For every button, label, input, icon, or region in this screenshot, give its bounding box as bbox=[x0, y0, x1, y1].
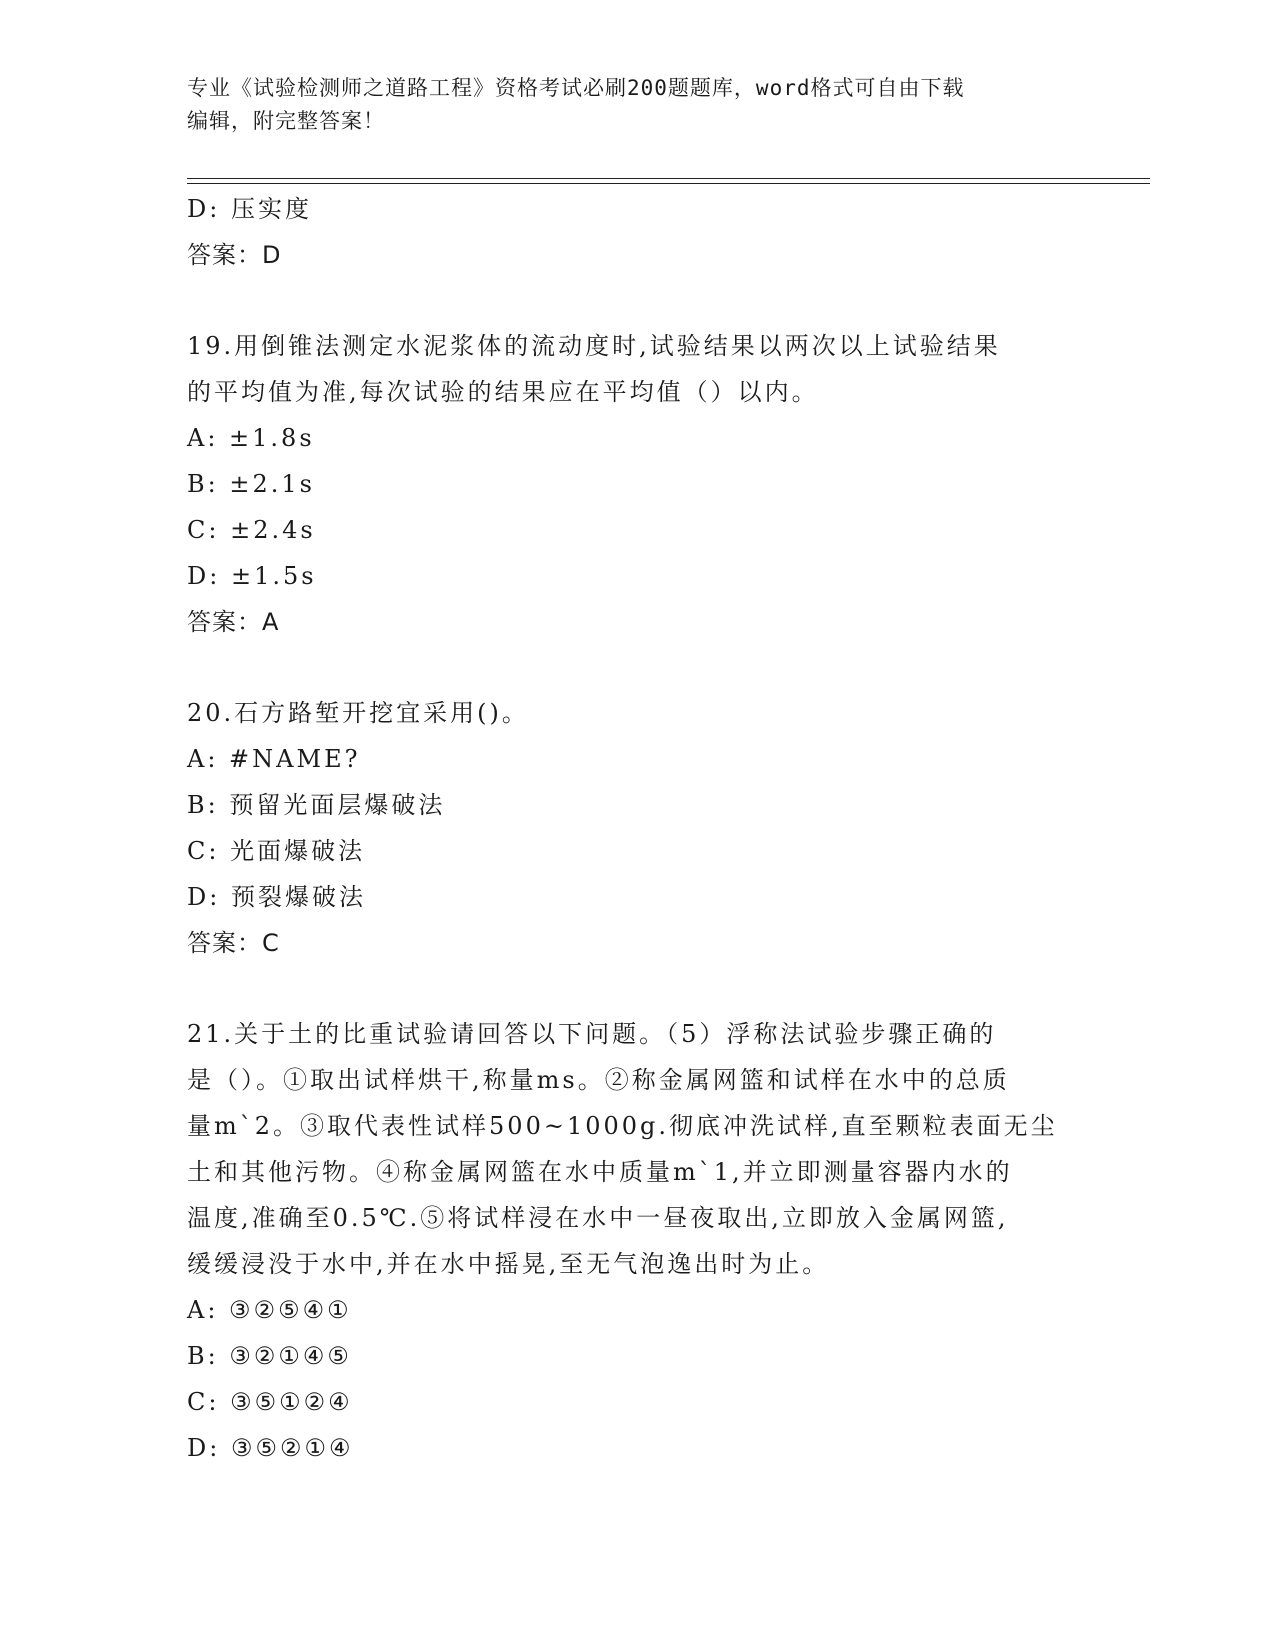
q19-text-line-1: 19.用倒锥法测定水泥浆体的流动度时,试验结果以两次以上试验结果 bbox=[187, 332, 1001, 360]
q19-option-a: A: ±1.8s bbox=[187, 424, 315, 452]
q21-option-a: A: ③②⑤④① bbox=[187, 1296, 352, 1324]
q19-answer: 答案：A bbox=[187, 608, 280, 636]
q21-option-b: B: ③②①④⑤ bbox=[187, 1342, 352, 1370]
header-divider-top bbox=[187, 178, 1150, 179]
q20-option-c: C: 光面爆破法 bbox=[187, 837, 366, 865]
q21-text-line-6: 缓缓浸没于水中,并在水中摇晃,至无气泡逸出时为止。 bbox=[187, 1250, 830, 1278]
q18-answer: 答案：D bbox=[187, 241, 282, 269]
q21-text-line-2: 是（）。①取出试样烘干,称量ms。②称金属网篮和试样在水中的总质 bbox=[187, 1066, 1010, 1094]
q21-text-line-5: 温度,准确至0.5℃.⑤将试样浸在水中一昼夜取出,立即放入金属网篮, bbox=[187, 1204, 1009, 1232]
q20-answer: 答案：C bbox=[187, 929, 280, 957]
q19-option-c: C: ±2.4s bbox=[187, 516, 316, 544]
q20-text-line-1: 20.石方路堑开挖宜采用()。 bbox=[187, 699, 529, 727]
q20-option-a: A: #NAME? bbox=[187, 745, 361, 773]
header-line-1: 专业《试验检测师之道路工程》资格考试必刷200题题库，word格式可自由下载 bbox=[187, 76, 965, 100]
q20-option-d: D: 预裂爆破法 bbox=[187, 883, 366, 911]
spacer bbox=[187, 278, 1087, 323]
spacer bbox=[187, 966, 1087, 1011]
page-header bbox=[187, 72, 1087, 138]
q18-option-d: D: 压实度 bbox=[187, 195, 312, 223]
question-content bbox=[187, 186, 1087, 1471]
spacer bbox=[187, 645, 1087, 690]
q19-option-b: B: ±2.1s bbox=[187, 470, 315, 498]
q21-text-line-3: 量m`2。③取代表性试样500~1000g.彻底冲洗试样,直至颗粒表面无尘 bbox=[187, 1112, 1058, 1140]
q20-option-b: B: 预留光面层爆破法 bbox=[187, 791, 446, 819]
q21-text-line-4: 土和其他污物。④称金属网篮在水中质量m`1,并立即测量容器内水的 bbox=[187, 1158, 1013, 1186]
q21-text-line-1: 21.关于土的比重试验请回答以下问题。（5）浮称法试验步骤正确的 bbox=[187, 1020, 997, 1048]
header-divider-bottom bbox=[187, 183, 1150, 184]
q21-option-c: C: ③⑤①②④ bbox=[187, 1388, 353, 1416]
q21-option-d: D: ③⑤②①④ bbox=[187, 1434, 354, 1462]
q19-option-d: D: ±1.5s bbox=[187, 562, 317, 590]
q19-text-line-2: 的平均值为准,每次试验的结果应在平均值（）以内。 bbox=[187, 378, 819, 406]
header-line-2: 编辑，附完整答案！ bbox=[187, 109, 385, 133]
